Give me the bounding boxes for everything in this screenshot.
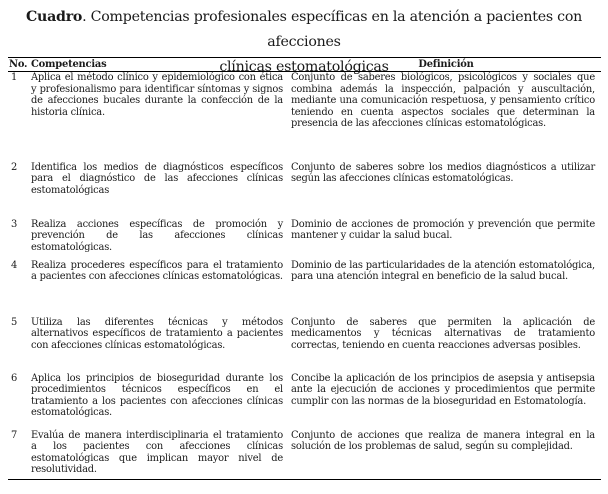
row-competencia: Aplica los principios de bioseguridad durante los procedimientos técnicos específicos en el tratamiento a los pacientes con afecciones clínicas estomatológicas. xyxy=(31,372,283,419)
caption-label: Cuadro xyxy=(25,9,83,25)
row-competencia: Identifica los medios de diagnósticos específicos para el diagnóstico de las afecciones clínicas estomatológicas xyxy=(31,161,283,196)
row-number: 5 xyxy=(11,316,18,328)
table-row xyxy=(8,162,601,219)
row-competencia: Realiza acciones específicas de promoción y prevención de las afecciones clínicas estomatológicas. xyxy=(31,218,283,253)
caption-title-line2: clínicas estomatológicas xyxy=(219,59,389,75)
row-definicion: Conjunto de saberes sobre los medios diagnósticos a utilizar según las afecciones clínicas estomatológicas. xyxy=(291,161,595,185)
row-competencia: Aplica el método clínico y epidemiológico con ética y profesionalismo para identificar síntomas y signos de afecciones bucales durante la confección de la historia clínica. xyxy=(31,72,283,118)
table-row xyxy=(8,430,601,479)
row-definicion: Concibe la aplicación de los principios de asepsia y antisepsia ante la ejecución de acciones y procedimientos que permite cumplir con las normas de la bioseguridad en Estomatología. xyxy=(291,372,595,407)
header-definicion: Definición xyxy=(291,58,601,72)
table-row xyxy=(8,72,601,162)
row-definicion: Conjunto de acciones que realiza de manera integral en la solución de los problemas de salud, según su complejidad. xyxy=(291,430,601,479)
row-number: 3 xyxy=(11,218,18,230)
table-header-row xyxy=(8,58,601,72)
table-row xyxy=(8,373,601,430)
competencias-table xyxy=(8,57,601,480)
row-definicion: Conjunto de saberes biológicos, psicológicos y sociales que combina además la inspección, palpación y auscultación, mediante una comunicación respetuosa, y pensamiento crítico teniendo en cuenta aspectos sociales que determinan la presencia de las afecciones clínicas estomatológicas. xyxy=(291,72,595,130)
row-number: 2 xyxy=(11,161,18,173)
row-number: 4 xyxy=(11,259,18,271)
row-competencia: Realiza procederes específicos para el tratamiento a pacientes con afecciones clínicas estomatológicas. xyxy=(31,259,283,283)
row-number: 1 xyxy=(11,72,18,84)
table-row xyxy=(8,317,601,373)
header-competencias: Competencias xyxy=(31,58,291,72)
table-row xyxy=(8,219,601,260)
table-row xyxy=(8,260,601,317)
row-definicion: Dominio de las particularidades de la atención estomatológica, para una atención integral en beneficio de la salud bucal. xyxy=(291,259,595,283)
row-competencia: Utiliza las diferentes técnicas y métodos alternativos específicos de tratamiento a pacientes con afecciones clínicas estomatológicas. xyxy=(31,316,283,351)
row-definicion: Conjunto de saberes que permiten la aplicación de medicamentos y técnicas alternativas de tratamiento correctas, teniendo en cuenta reacciones adversas posibles. xyxy=(291,316,595,351)
header-no: No. xyxy=(8,58,31,72)
row-competencia: Evalúa de manera interdisciplinaria el tratamiento a los pacientes con afecciones clínicas estomatológicas que implican mayor nivel de resolutividad. xyxy=(31,430,291,479)
row-number: 7 xyxy=(8,430,31,479)
row-number: 6 xyxy=(11,372,18,384)
caption-title-line1: . Competencias profesionales específicas en la atención a pacientes con afecciones xyxy=(82,9,583,50)
row-definicion: Dominio de acciones de promoción y prevención que permite mantener y cuidar la salud bucal. xyxy=(291,218,595,242)
